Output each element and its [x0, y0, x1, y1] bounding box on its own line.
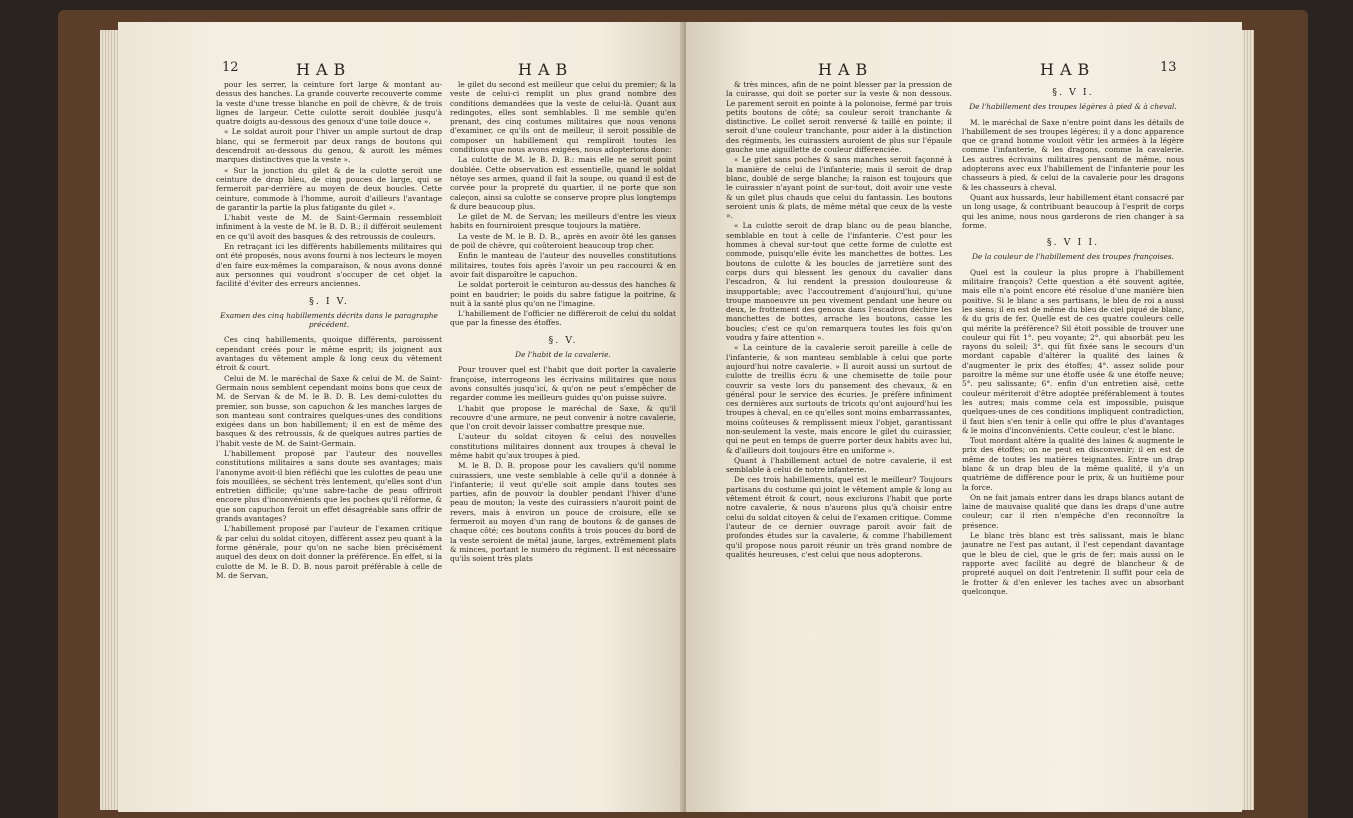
paragraph: L'habillement proposé par l'auteur de l'examen critique & par celui du soldat citoyen, diffèrent assez peu quant à la forme générale, pour qu'on ne sache bien précisément auquel des deux on doit donner la préférence. En effet, si la culotte de M. le B. D. B. nous paroit préférable à celle de M. de Servan,: [216, 524, 442, 580]
paragraph: Celui de M. le maréchal de Saxe & celui de M. de Saint-Germain nous semblent cependant moins bons que ceux de M. de Servan & de M. le B. D. B. Les demi-culottes du premier, son busse, son capuchon & les manches larges de son manteau sont contraires quelques-unes des conditions exigées dans un bon habillement; il en est de même des basques & des retroussis, & de quelques autres parties de l'habit veste de M. de Saint-Germain.: [216, 373, 442, 448]
paragraph: Pour trouver quel est l'habit que doit porter la cavalerie françoise, interrogeons les écrivains militaires que nous avons consultés jusqu'ici, & qu'on ne peut s'empêcher de regarder comme les meilleurs guides qu'on puisse suivre.: [450, 365, 676, 403]
section-subtitle: De l'habit de la cavalerie.: [515, 350, 611, 360]
paragraph: Quant aux hussards, leur habillement étant consacré par un long usage, & contribuant beaucoup à l'esprit de corps qui les anime, nous nous garderons de rien changer à sa forme.: [962, 192, 1184, 230]
paragraph: Le soldat porteroit le ceinturon au-dessus des hanches & point en baudrier; le poids du sabre fatigue la poitrine, & nuit à la santé plus qu'on ne l'imagine.: [450, 280, 676, 308]
section-heading: §. V I I.: [1046, 237, 1100, 249]
section-heading: §. I V.: [309, 295, 349, 307]
left-page: [118, 22, 686, 812]
paragraph: En retraçant ici les différents habillements militaires qui ont été proposés, nous avons fourni à nos lecteurs le moyen d'en faire eux-mêmes la comparaison, & nous avons donné aux personnes qui voudront s'occuper de cet objet la facilité d'éviter des erreurs anciennes.: [216, 242, 442, 289]
text-column: [216, 80, 442, 581]
running-head: HAB: [1040, 60, 1096, 79]
paragraph: Le blanc très blanc est très salissant, mais le blanc jaunatre ne l'est pas autant, il l'est cependant davantage que le bleu de ciel, que le gris de fer; mais aussi on le rapporte avec facilité au degré de blancheur & de propreté auquel on doit l'entretenir. Il suffit pour cela de le frotter & d'en enlever les taches avec un absorbant quelconque.: [962, 531, 1184, 596]
paragraph: Quel est la couleur la plus propre à l'habillement militaire françois? Cette question a été souvent agitée, mais elle n'a point encore été résolue d'une manière bien positive. Si le blanc a ses partisans, le bleu de roi a aussi les siens; il en est de même du bleu de ciel piqué de blanc, & du gris de fer. Quelle est de ces quatre couleurs celle qui mérite la préférence? Sil étoit possible de trouver une couleur qui fût 1°. peu voyante; 2°. qui absorbât peu les rayons du soleil; 3°. qui fût fixée sans le secours d'un mordant capable d'altérer la qualité des laines & d'augmenter le prix des étoffes; 4°. assez solide pour paroitre la même sur une étoffe usée & une étoffe neuve; 5°. peu salissante; 6°. enfin d'un entretien aisé, cette couleur mériteroit d'être adoptée préférablement à toutes les autres; mais comme cela est impossible, puisque quelques-unes de ces conditions impliquent contradiction, il faut bien s'en tenir à celle qui offre le plus d'avantages & le moins d'inconvénients. Cette couleur, c'est le blanc.: [962, 267, 1184, 435]
paragraph: « La ceinture de la cavalerie seroit pareille à celle de l'infanterie, & son manteau semblable à celui que porte aujourd'hui notre cavalerie. » Il auroit aussi un surtout de culotte de treillis écru & une chemisette de toile pour couvrir sa veste lors du pansement des chevaux, & en général pour le service des écuries. Je préfère infiniment ces dernières aux surtouts de tricots qu'ont aujourd'hui les troupes à cheval, en ce qu'elles sont moins embarrassantes, moins coûteuses & remplissent mieux l'objet, garantissant non-seulement la veste, mais encore le gilet du cuirassier, qui ne peut en temps de guerre porter deux habits avec lui, & d'ailleurs doit toujours être en uniforme ».: [726, 343, 952, 455]
page-edges-left: [100, 30, 120, 810]
paragraph: La veste de M. le B. D. B., après en avoir ôté les ganses de poil de chèvre, qui coûteroient beaucoup trop cher.: [450, 231, 676, 251]
paragraph: L'habit veste de M. de Saint-Germain ressembloit infiniment à la veste de M. le B. D. B.; il différoit seulement en ce qu'il avoit des basques & des retroussis de couleurs.: [216, 213, 442, 241]
paragraph: De ces trois habillements, quel est le meilleur? Toujours partisans du costume qui joint le vêtement ample & long au vêtement étroit & court, nous exclurons l'habit que porte notre cavalerie, & nous n'aurons plus qu'à choisir entre celui du soldat citoyen & celui de l'examen critique. Comme l'auteur de ce dernier ouvrage paroit avoir fait de profondes études sur la cavalerie, & comme l'habillement qu'il propose nous paroit réunir un très grand nombre de qualités heureuses, c'est celui que nous adopterons.: [726, 475, 952, 559]
paragraph: L'habillement proposé par l'auteur des nouvelles constitutions militaires a sans doute ses avantages; mais l'anonyme avoit-il bien réfléchi que les culottes de peau une fois mouillées, se séchent très lentement, qu'elles sont d'un entretien difficile; qu'une sabre-tache de peau offriroit encore plus d'inconvénients que les poches qu'il réforme, & que son capuchon feroit un effet désagréable sans offrir de grands avantages?: [216, 448, 442, 524]
paragraph: M. le B. D. B. propose pour les cavaliers qu'il nomme cuirassiers, une veste semblable à celle qu'il a donnée à l'infanterie; il veut qu'elle soit ample dans toutes ses parties, afin de pouvoir la doubler pendant l'hiver d'une peau de mouton; la veste des cuirassiers n'auroit point de revers, mais à environ un pouce de croisure, elle se fermeroit au moyen d'un rang de boutons & de ganses de chaque côté; ces boutons confits à trois pouces du bord de la veste seroient de métal jaune, larges, extrêmement plats & minces, portant le numéro du régiment. Il est nécessaire qu'ils soient très plats: [450, 461, 676, 564]
paragraph: « La culotte seroit de drap blanc ou de peau blanche, semblable en tout à celle de l'infanterie. C'est pour les hommes à cheval sur-tout que cette forme de culotte est commode, puisqu'elle évite les manchettes de bottes. Les boutons de culotte & les boucles de jarretière sont des corps durs qui blessent les genoux du cavalier dans l'escadron, & lui rendent la pression douloureuse & insupportable; avec l'accoutrement d'aujourd'hui, qu'une troupe manoeuvre un peu vivement pendant une heure ou deux, le frottement des genoux dans l'escadron déchire les manchettes de bottes, arrache les boutons, casse les boucles; c'est ce qu'on remarquera toutes les fois qu'on voudra y faire attention ».: [726, 221, 952, 343]
paragraph: Enfin le manteau de l'auteur des nouvelles constitutions militaires, toutes fois après l'avoir un peu raccourci & en avoir fait disparoître le capuchon.: [450, 251, 676, 279]
paragraph: pour les serrer, la ceinture fort large & montant au-dessus des hanches. La grande couverte recouverte comme la veste d'une tresse blanche en poil de chèvre, & de trois lignes de largeur. Cette culotte seroit doublée jusqu'à quatre doigts au-dessous des genoux d'une toile douce ».: [216, 80, 442, 127]
paragraph: Ces cinq habillements, quoique différents, paroissent cependant créés pour le même esprit; ils joignent aux avantages du vêtement ample & long ceux du vêtement étroit & court.: [216, 335, 442, 373]
text-column: [726, 80, 952, 560]
running-head: HAB: [818, 60, 874, 79]
paragraph: M. le maréchal de Saxe n'entre point dans les détails de l'habillement de ses troupes légères; il y a donc apparence que ce grand homme vouloit vêtir les armées à la légère comme l'infanterie, & les dragons, comme la cavalerie. Les autres écrivains militaires pensant de même, nous adopterons avec eux l'habillement de l'infanterie pour les chasseurs à pied, & celui de la cavalerie pour les dragons & les chasseurs à cheval.: [962, 117, 1184, 192]
paragraph: le gilet du second est meilleur que celui du premier; & la veste de celui-ci remplit un plus grand nombre des conditions demandées que la veste de celui-là. Quant aux redingotes, elles sont semblables. Il me semble qu'en prenant, des cinq costumes militaires que nous venons d'examiner, ce qu'ils ont de meilleur, il seroit possible de composer un habillement qui rempliroit toutes les conditions que nous avons exigées, nous adopterions donc:: [450, 80, 676, 155]
running-head: HAB: [296, 60, 352, 79]
paragraph: L'habillement de l'officier ne différeroit de celui du soldat que par la finesse des étoffes.: [450, 309, 676, 328]
page-number: 12: [222, 60, 239, 75]
paragraph: L'auteur du soldat citoyen & celui des nouvelles constitutions militaires donnent aux troupes à cheval le même habit qu'aux troupes à pied.: [450, 432, 676, 460]
paragraph: Tout mordant altère la qualité des laines & augmente le prix des étoffes; on ne peut en disconvenir; il en est de même de toutes les matières teignantes. Entre un drap blanc & un drap bleu de la même qualité, il y'a un quatrième de différence pour le prix, & un huitième pour la force.: [962, 436, 1184, 492]
section-subtitle: De la couleur de l'habillement des troupes françoises.: [971, 252, 1175, 262]
right-page: [686, 22, 1242, 812]
section-heading: §. V I.: [1052, 87, 1094, 98]
page-number: 13: [1160, 60, 1177, 75]
paragraph: & très minces, afin de ne point blesser par la pression de la cuirasse, qui doit se porter sur la veste & non dessous. Le parement seroit en pointe à la polonoise, fermé par trois petits boutons de côté; sa couleur seroit tranchante & distinctive. Le collet seroit renversé & taillé en pointe; il seroit d'une couleur tranchante, pour aider à la distinction des régiments, les cuirassiers auroient de plus sur l'épaule gauche une aiguillette de couleur différenciée.: [726, 80, 952, 155]
paragraph: On ne fait jamais entrer dans les draps blancs autant de laine de mauvaise qualité que dans les draps d'une autre couleur; car il rien n'empêche d'en reconnoître la présence.: [962, 492, 1184, 530]
section-heading: §. V.: [548, 334, 578, 346]
paragraph: « Sur la jonction du gilet & de la culotte seroit une ceinture de drap bleu, de cinq pouces de large, qui se fermeroit par-derrière au moyen de deux boucles. Cette ceinture, commode à l'homme, auroit d'ailleurs l'avantage de garantir la partie la plus fatigante du gilet ».: [216, 165, 442, 212]
text-column: [962, 80, 1184, 597]
text-column: [450, 80, 676, 565]
paragraph: « Le gilet sans poches & sans manches seroit façonné à la manière de celui de l'infanterie; mais il seroit de drap blanc, doublé de serge blanche; la raison est toujours que le cuirassier n'ayant point de sur-tout, doit avoir une veste & un gilet plus chauds que celui du fantassin. Les boutons seroient unis & plats, de même métal que ceux de la veste ».: [726, 155, 952, 221]
paragraph: « Le soldat auroit pour l'hiver un ample surtout de drap blanc, qui se fermeroit par deux rangs de boutons qui descendroit au-dessous du genou, & auroit les mêmes marques distinctives que la veste ».: [216, 127, 442, 165]
paragraph: Le gilet de M. de Servan; les meilleurs d'entre les vieux habits en fourniroient presque toujours la matière.: [450, 212, 676, 231]
running-head: HAB: [518, 60, 574, 79]
section-subtitle: Examen des cinq habillements décrits dans le paragraphe précédent.: [220, 310, 438, 330]
paragraph: L'habit que propose le maréchal de Saxe, & qu'il recouvre d'une armure, ne peut convenir à notre cavalerie, que l'on croit devoir laisser combattre presque nue.: [450, 403, 676, 432]
paragraph: Quant à l'habillement actuel de notre cavalerie, il est semblable à celui de notre infanterie.: [726, 455, 952, 475]
paragraph: La culotte de M. le B. D. B.: mais elle ne seroit point doublée. Cette observation est essentielle, quand le soldat nétoye ses armes, quand il fait la soupe, ou quand il est de corvée pour la propreté du quartier, il ne porte que son caleçon, ainsi sa culotte se conserve propre plus longtemps & dure beaucoup plus.: [450, 155, 676, 211]
section-subtitle: De l'habillement des troupes légères à pied & à cheval.: [969, 102, 1177, 112]
